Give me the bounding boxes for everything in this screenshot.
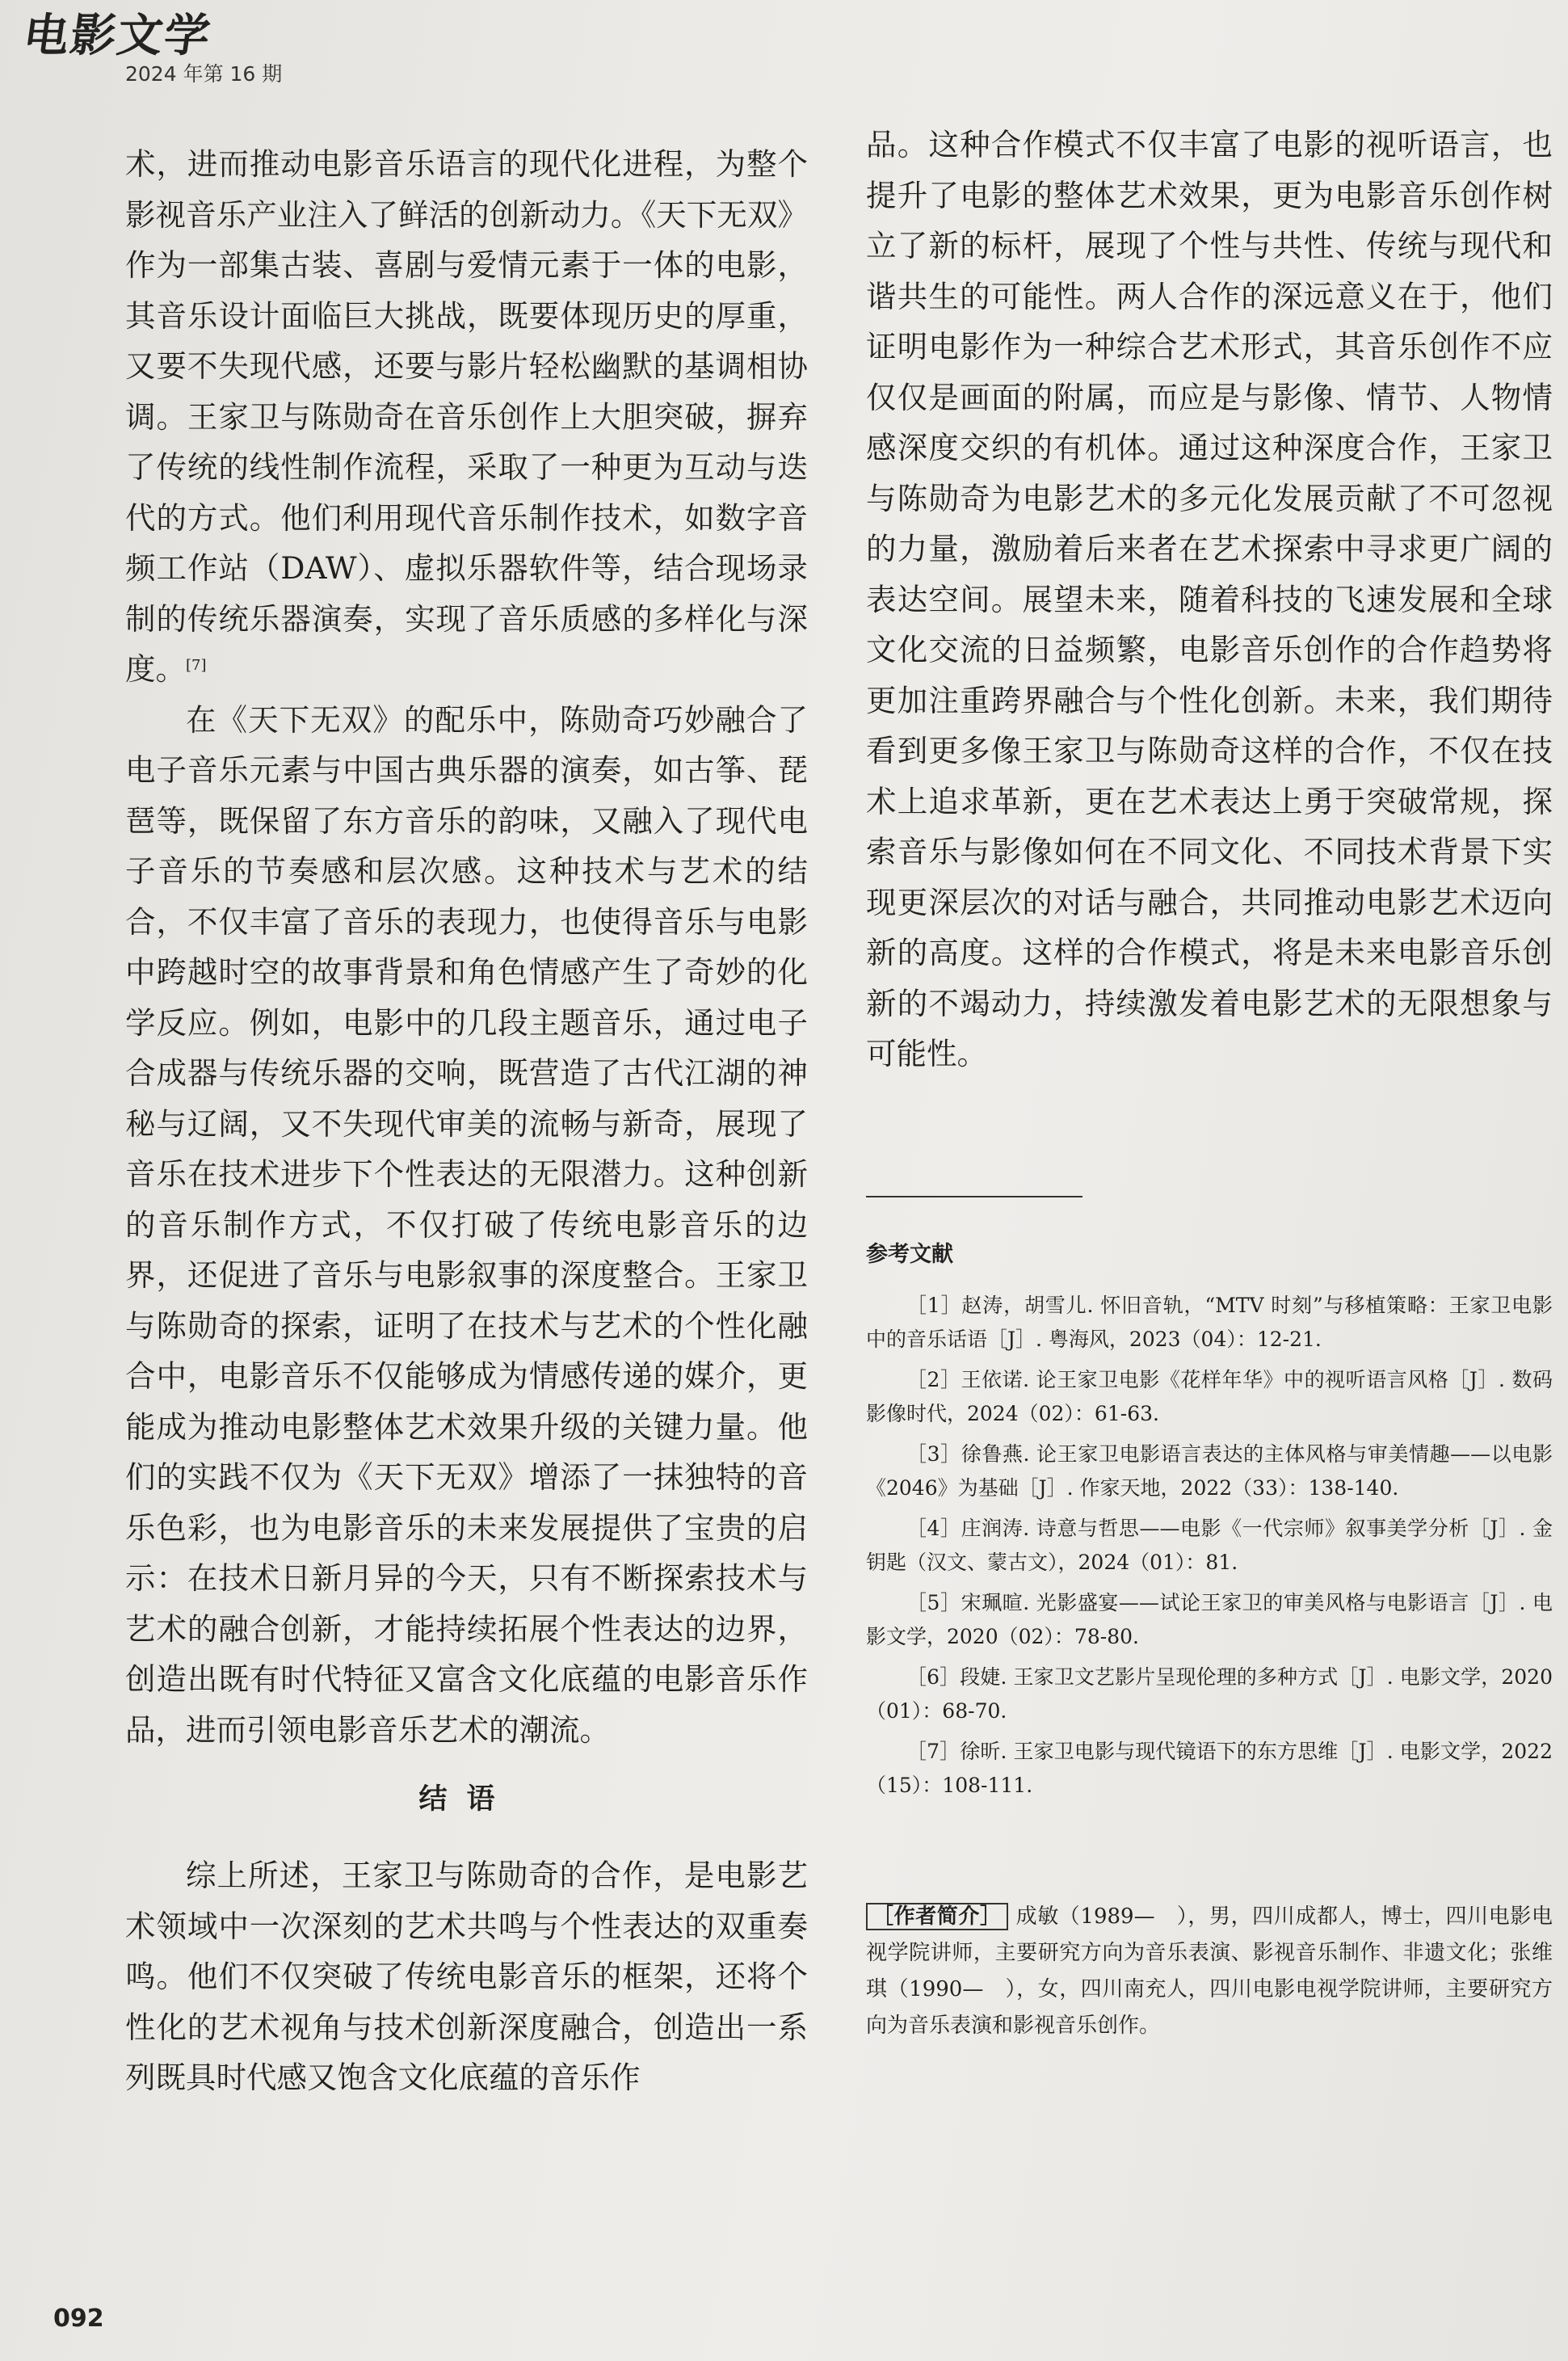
body-paragraph: 品。这种合作模式不仅丰富了电影的视听语言，也提升了电影的整体艺术效果，更为电影音乐创作树立了新的标杆，展现了个性与共性、传统与现代和谐共生的可能性。两人合作的深远意义在于，他们证明电影作为一种综合艺术形式，其音乐创作不应仅仅是画面的附属，而应是与影像、情节、人物情感深度交织的有机体。通过这种深度合作，王家卫与陈勋奇为电影艺术的多元化发展贡献了不可忽视的力量，激励着后来者在艺术探索中寻求更广阔的表达空间。展望未来，随着科技的飞速发展和全球文化交流的日益频繁，电影音乐创作的合作趋势将更加注重跨界融合与个性化创新。未来，我们期待看到更多像王家卫与陈勋奇这样的合作，不仅在技术上追求革新，更在艺术表达上勇于突破常规，探索音乐与影像如何在不同文化、不同技术背景下实现更深层次的对话与融合，共同推动电影艺术迈向新的高度。这样的合作模式，将是未来电影音乐创新的不竭动力，持续激发着电影艺术的无限想象与可能性。 [866,127,1553,1071]
reference-item: ［1］赵涛，胡雪儿. 怀旧音轨，“MTV 时刻”与移植策略：王家卫电影中的音乐话语［J］. 粤海风，2023（04）：12-21. [866,1294,1553,1351]
reference-item: ［4］庄润涛. 诗意与哲思——电影《一代宗师》叙事美学分析［J］. 金钥匙（汉文、蒙古文），2024（01）：81. [866,1517,1553,1574]
right-column [866,120,1553,1079]
author-bio-label: ［作者简介］ [866,1903,1008,1930]
paragraph-text: 术，进而推动电影音乐语言的现代化进程，为整个影视音乐产业注入了鲜活的创新动力。《天下无双》作为一部集古装、喜剧与爱情元素于一体的电影，其音乐设计面临巨大挑战，既要体现历史的厚重，又要不失现代感，还要与影片轻松幽默的基调相协调。王家卫与陈勋奇在音乐创作上大胆突破，摒弃了传统的线性制作流程，采取了一种更为互动与迭代的方式。他们利用现代音乐制作技术，如数字音频工作站（DAW）、虚拟乐器软件等，结合现场录制的传统乐器演奏，实现了音乐质感的多样化与深度。 [125,146,808,687]
citation-marker: [7] [186,657,207,674]
author-bio [866,1899,1553,2044]
references-divider [866,1196,1082,1197]
page-number: 092 [53,2304,104,2333]
reference-item: ［5］宋珮暄. 光影盛宴——试论王家卫的审美风格与电影语言［J］. 电影文学，2020（02）：78-80. [866,1591,1553,1648]
reference-item: ［7］徐昕. 王家卫电影与现代镜语下的东方思维［J］. 电影文学，2022（15）：108-111. [866,1740,1553,1797]
reference-item: ［2］王依诺. 论王家卫电影《花样年华》中的视听语言风格［J］. 数码影像时代，2024（02）：61-63. [866,1368,1553,1425]
body-paragraph: 综上所述，王家卫与陈勋奇的合作，是电影艺术领域中一次深刻的艺术共鸣与个性表达的双重奏鸣。他们不仅突破了传统电影音乐的框架，还将个性化的艺术视角与技术创新深度融合，创造出一系列既具时代感又饱含文化底蕴的音乐作 [125,1858,808,2095]
references-heading: 参考文献 [866,1242,953,1267]
author-bio-text: 成敏（1989— ），男，四川成都人，博士，四川电影电视学院讲师，主要研究方向为音乐表演、影视音乐制作、非遗文化；张维琪（1990— ），女，四川南充人，四川电影电视学院讲师，主要研究方向为音乐表演和影视音乐创作。 [866,1904,1553,2038]
references-list [866,1289,1553,1809]
reference-item: ［6］段婕. 王家卫文艺影片呈现伦理的多种方式［J］. 电影文学，2020（01）：68-70. [866,1665,1553,1723]
reference-item: ［3］徐鲁燕. 论王家卫电影语言表达的主体风格与审美情趣——以电影《2046》为基础［J］. 作家天地，2022（33）：138-140. [866,1442,1553,1500]
issue-label: 2024 年第 16 期 [125,62,283,86]
section-heading: 结语 [418,1783,515,1816]
journal-title: 电影文学 [19,9,216,62]
body-paragraph: 在《天下无双》的配乐中，陈勋奇巧妙融合了电子音乐元素与中国古典乐器的演奏，如古筝、琵琶等，既保留了东方音乐的韵味，又融入了现代电子音乐的节奏感和层次感。这种技术与艺术的结合，不仅丰富了音乐的表现力，也使得音乐与电影中跨越时空的故事背景和角色情感产生了奇妙的化学反应。例如，电影中的几段主题音乐，通过电子合成器与传统乐器的交响，既营造了古代江湖的神秘与辽阔，又不失现代审美的流畅与新奇，展现了音乐在技术进步下个性表达的无限潜力。这种创新的音乐制作方式，不仅打破了传统电影音乐的边界，还促进了音乐与电影叙事的深度整合。王家卫与陈勋奇的探索，证明了在技术与艺术的个性化融合中，电影音乐不仅能够成为情感传递的媒介，更能成为推动电影整体艺术效果升级的关键力量。他们的实践不仅为《天下无双》增添了一抹独特的音乐色彩，也为电影音乐的未来发展提供了宝贵的启示：在技术日新月异的今天，只有不断探索技术与艺术的融合创新，才能持续拓展个性表达的边界，创造出既有时代特征又富含文化底蕴的电影音乐作品，进而引领电影音乐艺术的潮流。 [125,701,808,1748]
left-column [125,139,808,2103]
body-paragraph [125,139,808,695]
